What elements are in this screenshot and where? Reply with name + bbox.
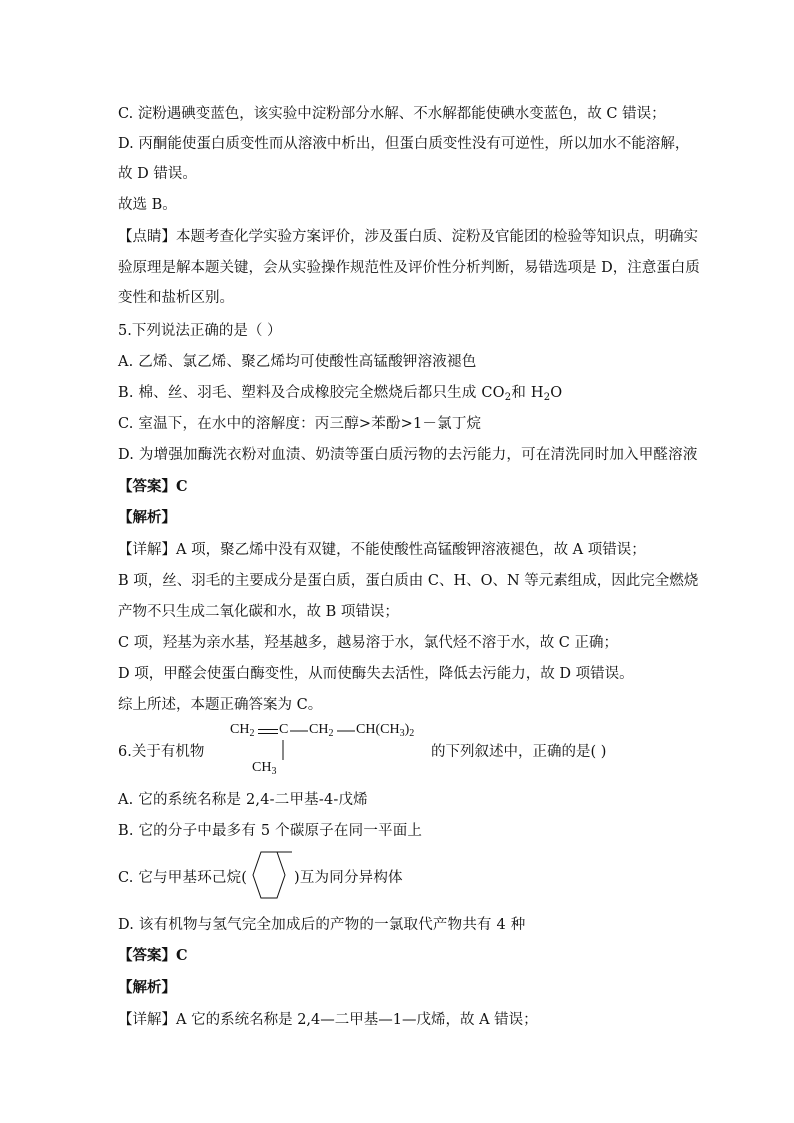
text-line: D. 丙酮能使蛋白质变性而从溶液中析出，但蛋白质变性没有可逆性，所以加水不能溶解， xyxy=(118,136,690,152)
question-5-option-a: A. 乙烯、氯乙烯、聚乙烯均可使酸性高锰酸钾溶液褪色 xyxy=(118,354,477,370)
note-line: 验原理是解本题关键，会从实验操作规范性及评价性分析判断，易错选项是 D，注意蛋白质 xyxy=(118,260,700,276)
text-line: 故选 B。 xyxy=(118,197,177,213)
detail-line: B 项，丝、羽毛的主要成分是蛋白质，蛋白质由 C、H、O、N 等元素组成，因此完全燃烧 xyxy=(118,573,699,589)
subscript: 3 xyxy=(399,728,405,739)
question-6-option-b: B. 它的分子中最多有 5 个碳原子在同一平面上 xyxy=(118,823,423,839)
question-5-analysis-heading: 【解析】 xyxy=(118,509,176,526)
question-6-option-a: A. 它的系统名称是 2,4-二甲基-4-戊烯 xyxy=(118,792,368,808)
formula-text: CH xyxy=(252,760,272,775)
formula-ch-group xyxy=(356,722,414,739)
subscript: 2 xyxy=(409,728,415,739)
single-bond-icon xyxy=(290,730,308,734)
structural-formula xyxy=(230,722,415,778)
note-line: 变性和盐析区别。 xyxy=(118,290,234,306)
option-b-text: B. 棉、丝、羽毛、塑料及合成橡胶完全燃烧后都只生成 CO xyxy=(118,385,505,401)
text-line: 故 D 错误。 xyxy=(118,166,197,182)
formula-text: CH(CH xyxy=(356,722,400,737)
question-6-analysis-heading: 【解析】 xyxy=(118,979,176,996)
subscript: 2 xyxy=(543,392,551,403)
detail-line: 【详解】A 项，聚乙烯中没有双键，不能使酸性高锰酸钾溶液褪色，故 A 项错误； xyxy=(118,542,646,558)
question-6-answer: 【答案】C xyxy=(118,947,188,964)
methylcyclohexane-icon xyxy=(245,850,293,900)
detail-line: D 项，甲醛会使蛋白酶变性，从而使酶失去活性，降低去污能力，故 D 项错误。 xyxy=(118,666,634,682)
question-5-answer: 【答案】C xyxy=(118,478,188,495)
formula-ch3 xyxy=(252,760,276,777)
vertical-bond-icon xyxy=(280,740,286,760)
subscript: 3 xyxy=(271,766,277,777)
formula-text: CH xyxy=(309,722,329,737)
option-b-text: O xyxy=(550,385,563,401)
formula-ch2 xyxy=(230,722,254,739)
detail-line: 【详解】A 它的系统名称是 2,4—二甲基—1—戊烯，故 A 错误； xyxy=(118,1012,538,1028)
subscript: 2 xyxy=(328,728,334,739)
option-b-text: 和 H xyxy=(511,385,544,401)
formula-text: ) xyxy=(404,722,410,737)
detail-line: 综上所述，本题正确答案为 C。 xyxy=(118,697,323,713)
subscript: 2 xyxy=(504,392,512,403)
single-bond-icon xyxy=(337,730,355,734)
question-6-option-d: D. 该有机物与氢气完全加成后的产物的一氯取代产物共有 4 种 xyxy=(118,917,526,933)
detail-line: 产物不只生成二氧化碳和水，故 B 项错误； xyxy=(118,604,399,620)
subscript: 2 xyxy=(249,728,255,739)
question-6-option-c-suffix: )互为同分异构体 xyxy=(294,870,403,886)
formula-text: CH xyxy=(230,722,250,737)
question-6-stem-suffix: 的下列叙述中，正确的是( ) xyxy=(431,744,607,760)
formula-c: C xyxy=(279,722,289,737)
formula-ch2-b xyxy=(309,722,333,739)
question-6-stem-prefix: 6.关于有机物 xyxy=(118,744,205,760)
text-line: C. 淀粉遇碘变蓝色，该实验中淀粉部分水解、不水解都能使碘水变蓝色，故 C 错误； xyxy=(118,106,666,122)
detail-line: C 项，羟基为亲水基，羟基越多，越易溶于水，氯代烃不溶于水，故 C 正确； xyxy=(118,635,619,651)
question-6-option-c-prefix: C. 它与甲基环己烷( xyxy=(118,870,248,886)
question-5-option-d: D. 为增强加酶洗衣粉对血渍、奶渍等蛋白质污物的去污能力，可在清洗同时加入甲醛溶液 xyxy=(118,447,698,463)
double-bond-icon xyxy=(258,727,278,737)
question-5-stem: 5.下列说法正确的是（ ） xyxy=(118,323,282,339)
question-5-option-c: C. 室温下，在水中的溶解度：丙三醇>苯酚>1－氯丁烷 xyxy=(118,416,482,432)
note-line: 【点睛】本题考查化学实验方案评价，涉及蛋白质、淀粉及官能团的检验等知识点，明确实 xyxy=(118,229,698,245)
question-5-option-b xyxy=(118,383,562,408)
